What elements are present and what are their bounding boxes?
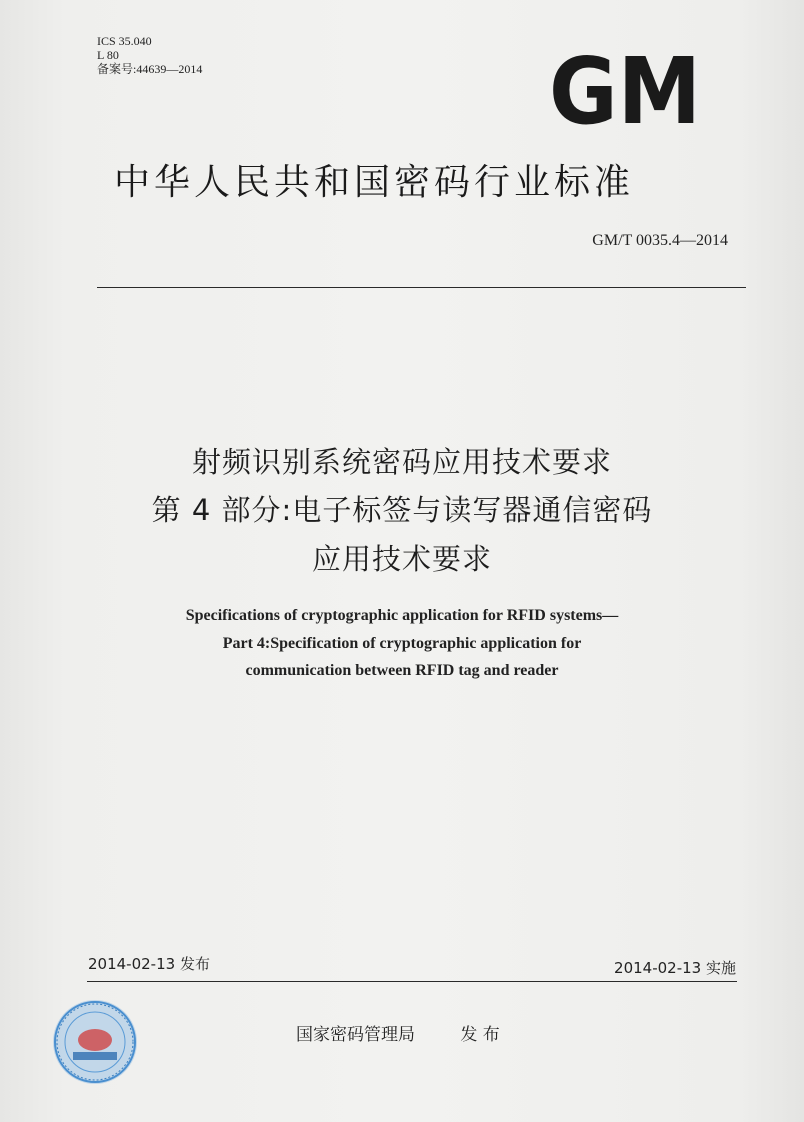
header-divider — [97, 287, 746, 288]
issuing-authority — [296, 1020, 540, 1045]
standard-category-heading: 中华人民共和国密码行业标准 — [114, 162, 635, 203]
gm-logo-text: GM — [549, 47, 701, 129]
issuer-action: 发 布 — [460, 1025, 500, 1045]
title-en-line-3: communication between RFID tag and reader — [245, 662, 559, 679]
anti-counterfeit-seal-icon — [51, 998, 139, 1086]
gm-logo — [547, 47, 703, 129]
footer-divider — [87, 981, 737, 982]
title-cn-line-2: 第 4 部分:电子标签与读写器通信密码 — [151, 493, 653, 527]
title-cn-line-1: 射频识别系统密码应用技术要求 — [191, 445, 612, 479]
issuer-name: 国家密码管理局 — [296, 1025, 415, 1045]
record-number: 备案号:44639—2014 — [97, 62, 203, 76]
issue-date: 2014-02-13 发布 — [88, 955, 210, 973]
title-cn-line-3: 应用技术要求 — [311, 542, 492, 576]
title-en-line-2: Part 4:Specification of cryptographic application for — [222, 635, 582, 652]
classification-block — [97, 34, 202, 76]
title-en-line-1: Specifications of cryptographic application for RFID systems— — [185, 607, 619, 624]
standard-number: GM/T 0035.4—2014 — [592, 232, 728, 249]
implementation-date: 2014-02-13 实施 — [614, 959, 736, 977]
class-code: L 80 — [97, 48, 119, 62]
ics-code: ICS 35.040 — [97, 34, 152, 48]
